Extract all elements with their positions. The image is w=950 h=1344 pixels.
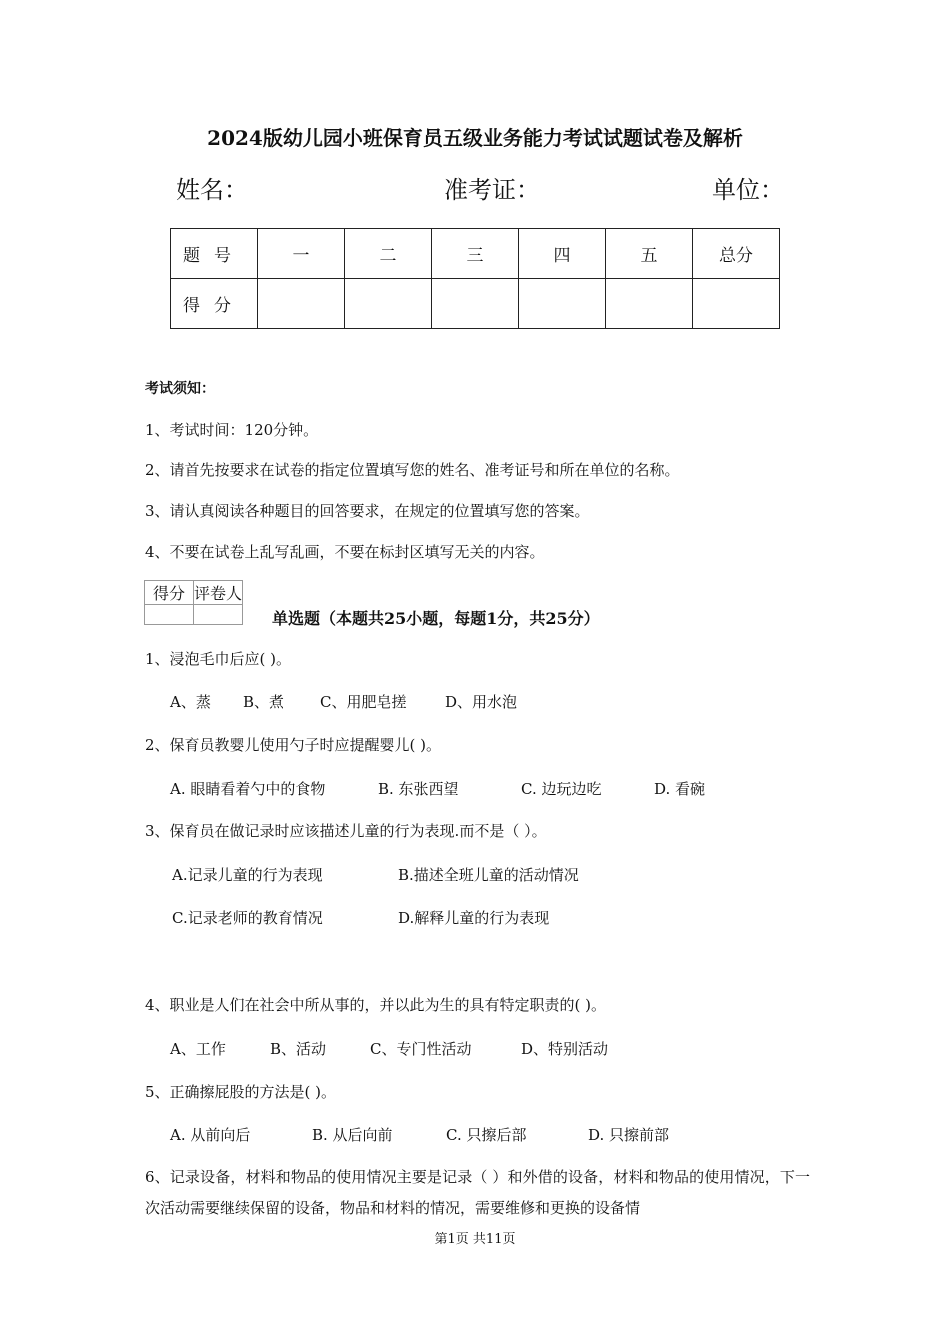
option: B. 从后向前 [312, 1126, 393, 1144]
score-cell [345, 279, 432, 329]
option: A. 从前向后 [170, 1126, 251, 1144]
score-cell [693, 279, 780, 329]
unit-field-label: 单位： [712, 176, 784, 204]
page-footer: 第1页 共11页 [434, 1232, 516, 1247]
option: A. 眼睛看着勺中的食物 [170, 780, 326, 798]
option: A、蒸 [170, 693, 211, 711]
grader-reviewer-label: 评卷人 [194, 581, 243, 605]
score-table-col-1: 一 [258, 229, 345, 279]
document-title: 2024版幼儿园小班保育员五级业务能力考试试题试卷及解析 [207, 126, 743, 150]
score-table-col-4: 四 [519, 229, 606, 279]
question-stem: 5、正确擦屁股的方法是( )。 [145, 1083, 337, 1101]
option: D. 看碗 [654, 780, 706, 798]
notice-item: 2、请首先按要求在试卷的指定位置填写您的姓名、准考证号和所在单位的名称。 [145, 461, 680, 479]
option: C. 只擦后部 [446, 1126, 527, 1144]
option: C、用肥皂搓 [320, 693, 407, 711]
score-cell [432, 279, 519, 329]
option: C.记录老师的教育情况 [172, 909, 323, 927]
score-table-col-3: 三 [432, 229, 519, 279]
option: A.记录儿童的行为表现 [172, 866, 323, 884]
score-table-score-row [171, 279, 780, 329]
notice-item: 1、考试时间：120分钟。 [145, 421, 319, 439]
question-stem: 3、保育员在做记录时应该描述儿童的行为表现.而不是（ ）。 [145, 822, 547, 840]
question-stem: 1、浸泡毛巾后应( )。 [145, 650, 292, 668]
option: D.解释儿童的行为表现 [398, 909, 550, 927]
score-table-col-5: 五 [606, 229, 693, 279]
section-title: 单选题（本题共25小题，每题1分，共25分） [272, 609, 600, 628]
option: C. 边玩边吃 [521, 780, 602, 798]
grader-score-label: 得分 [145, 581, 194, 605]
option: D. 只擦前部 [588, 1126, 670, 1144]
option: B.描述全班儿童的活动情况 [398, 866, 579, 884]
question-stem: 4、职业是人们在社会中所从事的，并以此为生的具有特定职责的( )。 [145, 996, 607, 1014]
option: B、活动 [270, 1040, 327, 1058]
score-table-header-label: 题号 [171, 229, 258, 279]
score-table-col-total: 总分 [693, 229, 780, 279]
grader-score-cell [145, 605, 194, 625]
score-cell [258, 279, 345, 329]
score-table-header-row [171, 229, 780, 279]
score-table-row-label: 得分 [171, 279, 258, 329]
notice-item: 4、不要在试卷上乱写乱画，不要在标封区填写无关的内容。 [145, 543, 545, 561]
grader-reviewer-cell [194, 605, 243, 625]
score-cell [606, 279, 693, 329]
option: B、煮 [243, 693, 285, 711]
option: D、特别活动 [521, 1040, 609, 1058]
option: A、工作 [170, 1040, 226, 1058]
question-stem: 2、保育员教婴儿使用勺子时应提醒婴儿( )。 [145, 736, 442, 754]
score-table [170, 228, 780, 329]
grader-table [144, 580, 243, 625]
option: B. 东张西望 [378, 780, 459, 798]
score-table-col-2: 二 [345, 229, 432, 279]
score-cell [519, 279, 606, 329]
option: D、用水泡 [445, 693, 518, 711]
exam-number-field-label: 准考证： [444, 176, 540, 204]
notice-heading: 考试须知： [145, 381, 215, 397]
notice-item: 3、请认真阅读各种题目的回答要求，在规定的位置填写您的答案。 [145, 502, 590, 520]
option: C、专门性活动 [370, 1040, 472, 1058]
question-stem: 6、记录设备，材料和物品的使用情况主要是记录（ ）和外借的设备，材料和物品的使用情况，下一次活动需要继续保留的设备，物品和材料的情况，需要维修和更换的设备情 [145, 1168, 810, 1217]
name-field-label: 姓名： [176, 176, 248, 204]
